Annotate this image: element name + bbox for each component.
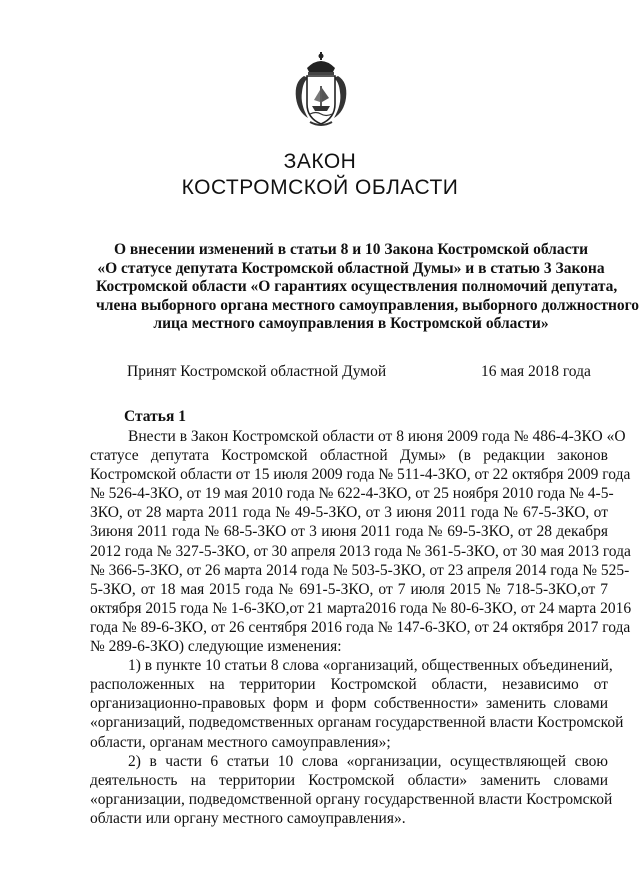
body-line: Внести в Закон Костромской области от 8 июня 2009 года № 486-4-ЗКО «О — [128, 428, 626, 445]
body-line: 5-ЗКО, от 18 мая 2015 года № 691-5-ЗКО, от 7 июля 2015 № 718-5-ЗКО,от 7 — [90, 580, 608, 598]
body-line: 2012 года № 327-5-ЗКО, от 30 апреля 2013 года № 361-5-ЗКО, от 30 мая 2013 года — [90, 542, 631, 560]
subject-line: члена выборного органа местного самоуправления, выборного должностного — [96, 296, 640, 314]
body-line: Костромской области от 15 июля 2009 года № 511-4-ЗКО, от 22 октября 2009 года — [90, 466, 631, 484]
adoption-date: 16 мая 2018 года — [481, 363, 591, 380]
amendment-1-line: расположенных на территории Костромской области, независимо от — [90, 676, 608, 694]
amendment-2-line: области или органу местного самоуправления». — [90, 809, 406, 827]
body-line: № 526-4-ЗКО, от 19 мая 2010 года № 622-4-ЗКО, от 25 ноября 2010 года № 4-5- — [90, 485, 614, 503]
amendment-1-line: 1) в пункте 10 статьи 8 слова «организаций, общественных объединений, — [128, 657, 613, 675]
subject-line: О внесении изменений в статьи 8 и 10 Закона Костромской области — [113, 241, 589, 258]
body-line: № 366-5-ЗКО, от 26 марта 2014 года № 503-5-ЗКО, от 23 апреля 2014 года № 525- — [90, 561, 630, 579]
subject-line: «О статусе депутата Костромской областной Думы» и в статью 3 Закона — [97, 259, 605, 277]
amendment-2-line: деятельность на территории Костромской области» заменить словами — [90, 771, 608, 789]
amendment-1-line: «организаций, подведомственных органам государственной власти Костромской — [90, 714, 624, 732]
amendment-2-line: 2) в части 6 статьи 10 слова «организации, осуществляющей свою — [128, 752, 608, 770]
article-heading: Статья 1 — [124, 408, 186, 425]
body-line: статусе депутата Костромской областной Думы» (в редакции законов — [90, 447, 608, 465]
amendment-2-line: «организации, подведомственной органу государственной власти Костромской — [90, 790, 613, 808]
region-title: КОСТРОМСКОЙ ОБЛАСТИ — [181, 176, 459, 199]
kostroma-coat-of-arms-icon — [290, 52, 352, 128]
subject-line: Костромской области «О гарантиях осуществления полномочий депутата, — [96, 278, 618, 296]
law-title: ЗАКОН — [283, 150, 357, 173]
body-line: № 289-6-ЗКО) следующие изменения: — [90, 638, 342, 656]
adopted-by: Принят Костромской областной Думой — [127, 363, 387, 380]
law-subject — [96, 241, 640, 334]
amendment-1-line: области, органам местного самоуправления»; — [90, 733, 391, 751]
body-line: октября 2015 года № 1-6-ЗКО,от 21 марта2016 года № 80-6-ЗКО, от 24 марта 2016 — [90, 599, 632, 617]
body-line: 3июня 2011 года № 68-5-ЗКО от 3 июня 2011 года № 69-5-ЗКО, от 28 декабря — [90, 523, 608, 541]
subject-line: лица местного самоуправления в Костромской области» — [153, 315, 549, 333]
body-line: года № 89-6-ЗКО, от 26 сентября 2016 года № 147-6-ЗКО, от 24 октября 2017 года — [90, 618, 631, 636]
amendment-1-line: организационно-правовых форм и форм собственности» заменить словами — [90, 695, 608, 713]
body-line: ЗКО, от 28 марта 2011 года № 49-5-ЗКО, от 3 июня 2011 года № 67-5-ЗКО, от — [90, 504, 608, 522]
article-body — [90, 427, 632, 828]
